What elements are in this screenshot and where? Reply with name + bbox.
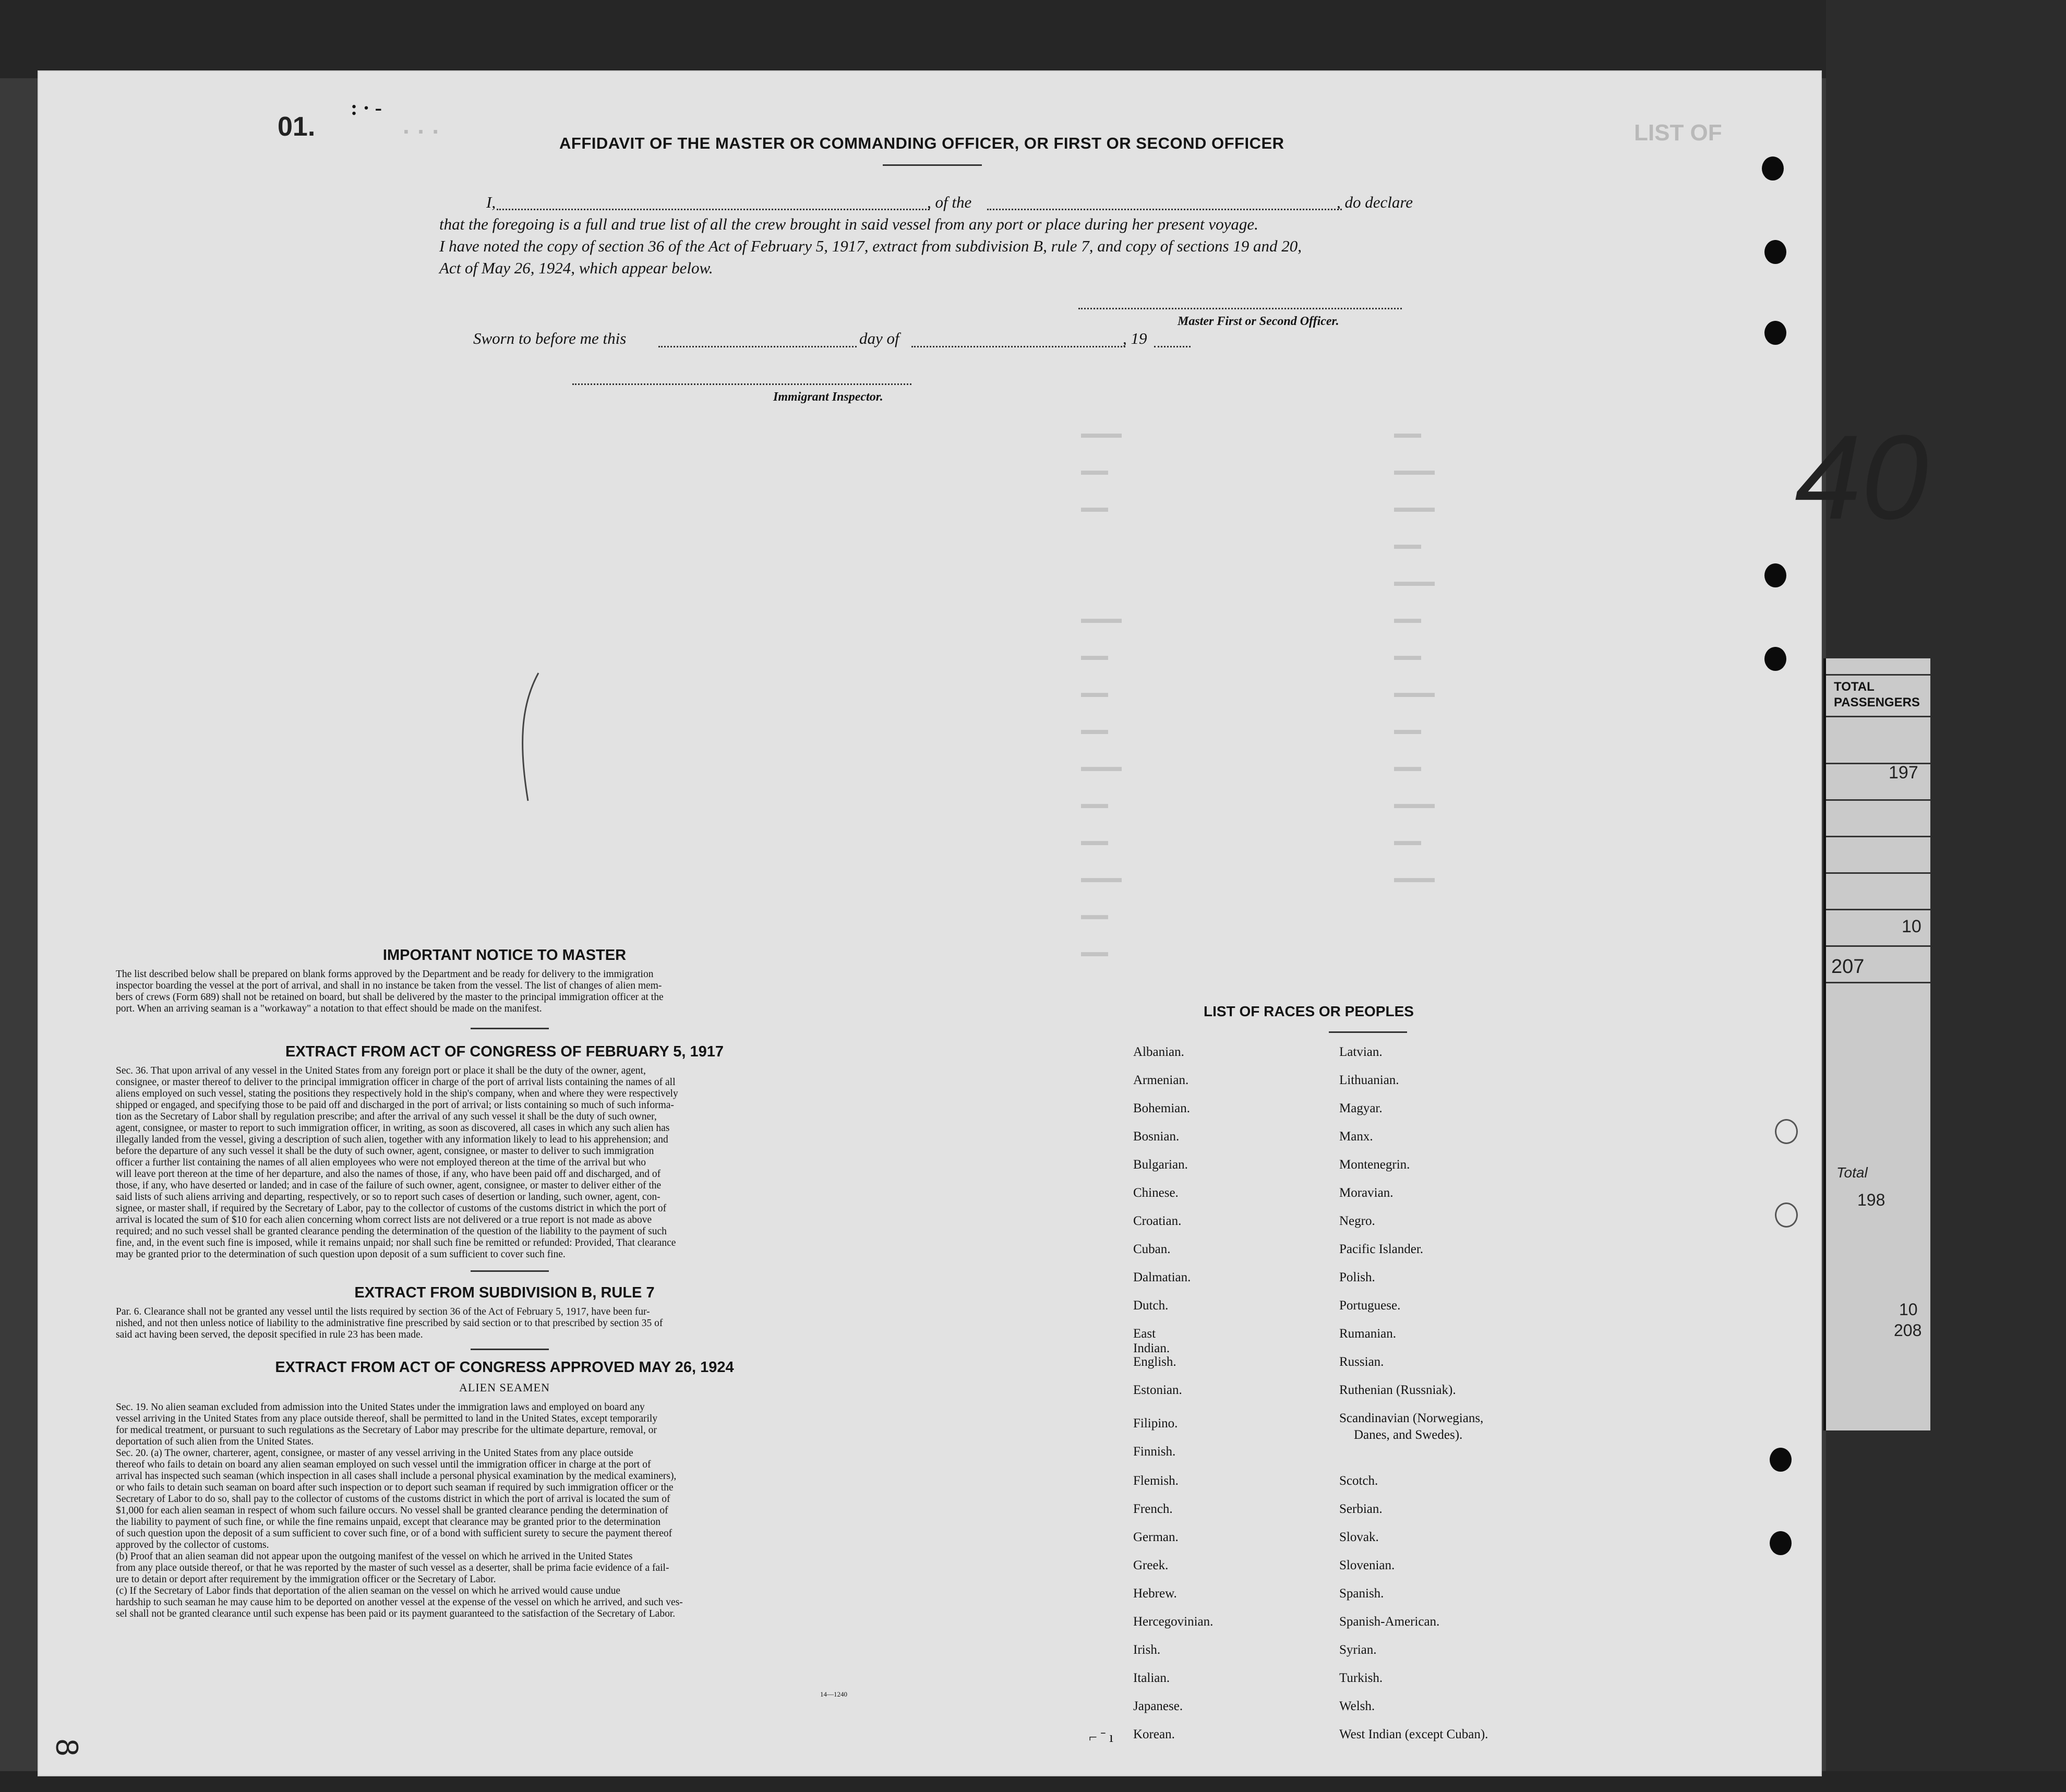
race-item: Hebrew. <box>1133 1586 1177 1601</box>
race-item: Irish. <box>1133 1643 1161 1657</box>
race-item: Moravian. <box>1339 1186 1394 1200</box>
race-item: Korean. <box>1133 1727 1175 1741</box>
tab-rule <box>1826 909 1930 910</box>
tab-rule <box>1826 945 1930 947</box>
notice-line: bers of crews (Form 689) shall not be retained on board, but shall be delivered by the master to the principal immigration officer at the <box>116 992 664 1003</box>
body-line: $1,000 for each alien seaman in respect of whom such failure occurs. No vessel shall be granted clearance pending the determination of <box>116 1505 668 1516</box>
race-item: Dalmatian. <box>1133 1270 1191 1284</box>
master-signature-line <box>1078 308 1402 309</box>
tab-rule <box>1826 674 1930 676</box>
affidavit-title: AFFIDAVIT OF THE MASTER OR COMMANDING OFFICER, OR FIRST OR SECOND OFFICER <box>559 134 1284 152</box>
title-divider <box>883 164 982 166</box>
race-item: Cuban. <box>1133 1242 1171 1256</box>
body-line: approved by the collector of customs. <box>116 1540 269 1550</box>
bleed-through-column: ▬▬▬ ▬▬ ▬▬ ▬▬▬ ▬▬ ▬▬ ▬▬ ▬▬▬ ▬▬ ▬▬ ▬▬▬ ▬▬ ▬▬ <box>1081 425 1122 959</box>
day-of-label: day of <box>859 329 899 347</box>
race-item: Greek. <box>1133 1558 1169 1572</box>
race-item: Magyar. <box>1339 1101 1383 1115</box>
body-line: hardship to such seaman he may cause him to be deported on another vessel at the expense of the vessel on which he arrived, and such ves- <box>116 1597 683 1608</box>
inspector-signature-label: Immigrant Inspector. <box>773 390 883 404</box>
body-line: agent, consignee, or master to report to such immigration officer, in writing, as soon as discovered, all cases in which any such alien has <box>116 1123 670 1134</box>
race-item: Syrian. <box>1339 1643 1377 1657</box>
tab-value: 197 <box>1889 763 1918 783</box>
tab-rule <box>1826 982 1930 983</box>
stray-marks: : · - <box>351 96 382 119</box>
body-line: Secretary of Labor to do so, shall pay to the collector of customs of the customs district in which the port of arrival is located the sum of <box>116 1494 670 1505</box>
body-line: those, if any, who have deserted or landed; and in case of the failure of such owner, agent, consignee, or master to deliver either of the <box>116 1180 662 1191</box>
race-item: Bosnian. <box>1133 1129 1180 1144</box>
binder-hole-reinforced <box>1775 1202 1798 1228</box>
tab-value: 207 <box>1831 956 1865 978</box>
race-item: Croatian. <box>1133 1214 1182 1228</box>
total-passengers-tab <box>1823 658 1930 1430</box>
rule7-title: EXTRACT FROM SUBDIVISION B, RULE 7 <box>354 1284 655 1301</box>
tab-header: TOTAL PASSENGERS <box>1834 680 1920 709</box>
race-item: Dutch. <box>1133 1298 1169 1313</box>
tab-total-label: Total <box>1836 1164 1868 1181</box>
extract-1917-title: EXTRACT FROM ACT OF CONGRESS OF FEBRUARY 5, 1917 <box>285 1043 724 1060</box>
race-item: Slovak. <box>1339 1530 1379 1544</box>
race-item: Latvian. <box>1339 1045 1383 1059</box>
tab-rule <box>1826 872 1930 874</box>
body-line: shipped or engaged, and specifying those to be paid off and discharged in the port of arrival; or lists containing so much of such informa- <box>116 1100 674 1111</box>
race-item: German. <box>1133 1530 1179 1544</box>
body-line: may be granted prior to the determination of such question upon deposit of a sum sufficient to cover such fine. <box>116 1249 566 1260</box>
race-item: Spanish-American. <box>1339 1615 1440 1629</box>
body-line: said act having been served, the deposit specified in rule 23 has been made. <box>116 1329 423 1340</box>
race-item: Montenegrin. <box>1339 1158 1410 1172</box>
body-line: (b) Proof that an alien seaman did not appear upon the outgoing manifest of the vessel on which he arrived in the United States <box>116 1551 633 1562</box>
race-item: Hercegovinian. <box>1133 1615 1214 1629</box>
race-item: Turkish. <box>1339 1671 1383 1685</box>
race-item: Scotch. <box>1339 1474 1378 1488</box>
body-line: of such question upon the deposit of a sum sufficient to cover such fine, or of a bond with sufficient surety to secure the payment thereof <box>116 1528 672 1539</box>
body-line: deportation of such alien from the United States. <box>116 1436 314 1447</box>
body-line: aliens employed on such vessel, stating the positions they respectively hold in the ship's company, when and where they were respectively <box>116 1088 678 1099</box>
body-line: will leave port thereon at the time of her departure, and also the names of those, if any, who have been paid off and discharged, and of <box>116 1169 661 1180</box>
body-line: vessel arriving in the United States from any place outside thereof, shall be permitted to land in the United States, except temporarily <box>116 1413 658 1424</box>
body-line: fine, and, in the event such fine is imposed, while it remains unpaid; nor shall such fine be remitted or refunded: Provided, That clearance <box>116 1237 676 1248</box>
manifest-page <box>38 70 1822 1776</box>
race-item: Ruthenian (Russniak). <box>1339 1383 1456 1397</box>
race-item: Negro. <box>1339 1214 1375 1228</box>
notice-body <box>116 969 885 1015</box>
sworn-day-blank <box>658 346 857 347</box>
binder-hole <box>1762 157 1784 181</box>
affidavit-line3: I have noted the copy of section 36 of the Act of February 5, 1917, extract from subdivision B, rule 7, and copy of sections 19 and 20, <box>439 237 1302 255</box>
body-line: Par. 6. Clearance shall not be granted any vessel until the lists required by section 36 of the Act of February 5, 1917, have been fur- <box>116 1306 650 1317</box>
tab-value: 10 <box>1902 917 1921 936</box>
binder-hole <box>1764 563 1786 587</box>
binder-hole-reinforced <box>1775 1119 1798 1144</box>
races-title: LIST OF RACES OR PEOPLES <box>1204 1003 1414 1019</box>
binder-hole <box>1770 1531 1792 1555</box>
bleed-through-text-right: LIST OF <box>1634 120 1722 146</box>
race-item: Chinese. <box>1133 1186 1179 1200</box>
race-item: Estonian. <box>1133 1383 1182 1397</box>
race-item: Italian. <box>1133 1671 1170 1685</box>
inspector-signature-line <box>572 383 911 385</box>
master-signature-label: Master First or Second Officer. <box>1178 315 1339 328</box>
race-item: Filipino. <box>1133 1416 1178 1430</box>
race-item: English. <box>1133 1355 1176 1369</box>
pencil-curve <box>518 670 549 806</box>
body-line: arrival is located the sum of $10 for each alien concerning whom correct lists are not delivered or a true report is not made as above <box>116 1214 652 1225</box>
race-item: Welsh. <box>1339 1699 1375 1713</box>
affidavit-i-label: I, <box>486 193 496 211</box>
tab-rule <box>1826 799 1930 801</box>
race-item: French. <box>1133 1502 1173 1516</box>
sworn-label: Sworn to before me this <box>473 329 627 347</box>
notice-line: inspector boarding the vessel at the port of arrival, and shall in no instance be taken from the vessel. The list of changes of alien mem- <box>116 980 662 991</box>
binder-hole <box>1770 1448 1792 1472</box>
notice-divider <box>471 1028 549 1029</box>
handwritten-mark-top-left: 01. <box>278 112 316 142</box>
race-item: Serbian. <box>1339 1502 1383 1516</box>
name-blank <box>497 209 930 210</box>
race-item: Bohemian. <box>1133 1101 1191 1115</box>
race-item: Lithuanian. <box>1339 1073 1399 1087</box>
body-line: thereof who fails to detain on board any alien seaman employed on such vessel until the immigration officer in charge at the port of <box>116 1459 651 1470</box>
extract-1924-body <box>116 1402 885 1620</box>
body-line: Sec. 36. That upon arrival of any vessel in the United States from any foreign port or place it shall be the duty of the owner, agent, <box>116 1065 646 1076</box>
year-label: , 19 <box>1123 329 1147 347</box>
notice-line: port. When an arriving seaman is a "workaway" a notation to that effect should be made on the manifest. <box>116 1003 542 1014</box>
bleed-through-text: · · · <box>403 118 440 145</box>
scanner-background-top <box>0 0 2066 78</box>
race-item: Pacific Islander. <box>1339 1242 1424 1256</box>
binder-hole <box>1764 321 1786 345</box>
body-line: illegally landed from the vessel, giving a description of such alien, together with any information likely to lead to his apprehension; and <box>116 1134 668 1145</box>
race-item: Polish. <box>1339 1270 1375 1284</box>
race-item: Manx. <box>1339 1129 1373 1144</box>
tab-lower-value: 10 <box>1899 1300 1918 1319</box>
body-line: from any place outside thereof, or that he was reported by the master of such vessel as a deserter, shall be prima facie evidence of a fail- <box>116 1562 669 1573</box>
body-line: the liability to payment of such fine, or while the fine remains unpaid, except that clearance may be granted prior to the determination <box>116 1517 660 1528</box>
race-item: Russian. <box>1339 1355 1384 1369</box>
handwritten-number: 40 <box>1795 410 1928 544</box>
affidavit-do-declare: , do declare <box>1337 193 1413 211</box>
notice-title: IMPORTANT NOTICE TO MASTER <box>382 947 627 964</box>
month-blank <box>911 346 1125 347</box>
tab-rule <box>1826 716 1930 717</box>
tab-lower-value: 208 <box>1894 1321 1922 1340</box>
affidavit-line2: that the foregoing is a full and true list of all the crew brought in said vessel from any port or place during her present voyage. <box>439 215 1258 233</box>
body-line: consignee, or master thereof to deliver to the principal immigration officer in charge of the port of arrival lists containing the names of all <box>116 1077 676 1088</box>
race-item: Armenian. <box>1133 1073 1189 1087</box>
extract-1917-body <box>116 1065 885 1260</box>
body-line: required; and no such vessel shall be granted clearance pending the determination of the question of the liability to the payment of such <box>116 1226 667 1237</box>
body-line: tion as the Secretary of Labor shall by regulation prescribe; and after the arrival of any such vessel it shall be the duty of such owner, <box>116 1111 657 1122</box>
body-line: before the departure of any such vessel it shall be the duty of such owner, agent, consignee, or master to deliver to such immigration <box>116 1146 654 1157</box>
vessel-blank <box>987 209 1342 210</box>
race-item: Finnish. <box>1133 1445 1176 1459</box>
binder-hole <box>1764 240 1786 264</box>
tab-lower-value: 198 <box>1857 1190 1885 1209</box>
race-item: Bulgarian. <box>1133 1158 1188 1172</box>
body-line: for medical treatment, or pursuant to such regulations as the Secretary of Labor may prescribe for the ultimate departure, removal, or <box>116 1425 657 1436</box>
notice-line: The list described below shall be prepared on blank forms approved by the Department and be ready for delivery to the immigration <box>116 969 654 980</box>
race-item: Scandinavian (Norwegians, <box>1339 1411 1484 1425</box>
body-line: officer a further list containing the names of all alien employees who were not employed thereon at the time of the arrival but who <box>116 1157 646 1168</box>
rule7-body <box>116 1306 885 1341</box>
race-item: Rumanian. <box>1339 1327 1397 1341</box>
body-line: arrival has inspected such seaman (which inspection in all cases shall include a personal physical examination by the medical examiners), <box>116 1471 677 1482</box>
race-item: West Indian (except Cuban). <box>1339 1727 1488 1741</box>
body-line: (c) If the Secretary of Labor finds that deportation of the alien seaman on the vessel on which he arrived would cause undue <box>116 1585 621 1596</box>
rule7-divider <box>471 1349 549 1350</box>
corner-handwritten-mark: 8 <box>50 1738 85 1757</box>
race-item: Portuguese. <box>1339 1298 1401 1313</box>
race-item: East Indian. <box>1133 1327 1170 1355</box>
year-blank <box>1154 346 1191 347</box>
body-line: sel shall not be granted clearance until such expense has been paid or its payment guaranteed to the satisfaction of the Secretary of Labor. <box>116 1608 676 1619</box>
race-item: Danes, and Swedes). <box>1354 1428 1463 1442</box>
affidavit-of-the: , of the <box>927 193 972 211</box>
alien-seamen-subtitle: ALIEN SEAMEN <box>459 1381 550 1394</box>
binder-hole <box>1764 647 1786 671</box>
bleed-through-column-2: ▬▬ ▬▬▬ ▬▬▬ ▬▬ ▬▬▬ ▬▬ ▬▬ ▬▬▬ ▬▬ ▬▬ ▬▬▬ ▬▬ ▬▬▬ <box>1394 425 1435 885</box>
body-line: Sec. 20. (a) The owner, charterer, agent, consignee, or master of any vessel arriving in the United States from any place outside <box>116 1448 633 1459</box>
race-item: Slovenian. <box>1339 1558 1395 1572</box>
extract-1924-title: EXTRACT FROM ACT OF CONGRESS APPROVED MAY 26, 1924 <box>275 1359 734 1376</box>
race-item: Japanese. <box>1133 1699 1183 1713</box>
races-divider <box>1329 1031 1407 1033</box>
race-item: Flemish. <box>1133 1474 1179 1488</box>
race-item: Albanian. <box>1133 1045 1184 1059</box>
form-number: 14—1240 <box>820 1690 847 1698</box>
body-line: ure to detain or deport after requirement by the immigration officer or the Secretary of Labor. <box>116 1574 496 1585</box>
body-line: Sec. 19. No alien seaman excluded from admission into the United States under the immigration laws and employed on board any <box>116 1402 645 1413</box>
tab-rule <box>1826 836 1930 837</box>
body-line: said lists of such aliens arriving and departing, respectively, or so to report such cases of desertion or landing, such owner, agent, con- <box>116 1192 660 1202</box>
affidavit-line4: Act of May 26, 1924, which appear below. <box>439 259 713 277</box>
body-line: signee, or master shall, if required by the Secretary of Labor, pay to the collector of customs of the customs district in which the port of <box>116 1203 667 1214</box>
race-item: Spanish. <box>1339 1586 1384 1601</box>
body-line: nished, and not then unless notice of liability to the administrative fine prescribed by said section or to that prescribed by section 35 of <box>116 1318 663 1329</box>
body-line: or who fails to detain such seaman on board after such inspection or to deport such seaman if required by such immigration officer or the <box>116 1482 674 1493</box>
page-bottom-mark: ⌐ ˉ ı <box>1089 1729 1113 1746</box>
extract-divider <box>471 1270 549 1272</box>
